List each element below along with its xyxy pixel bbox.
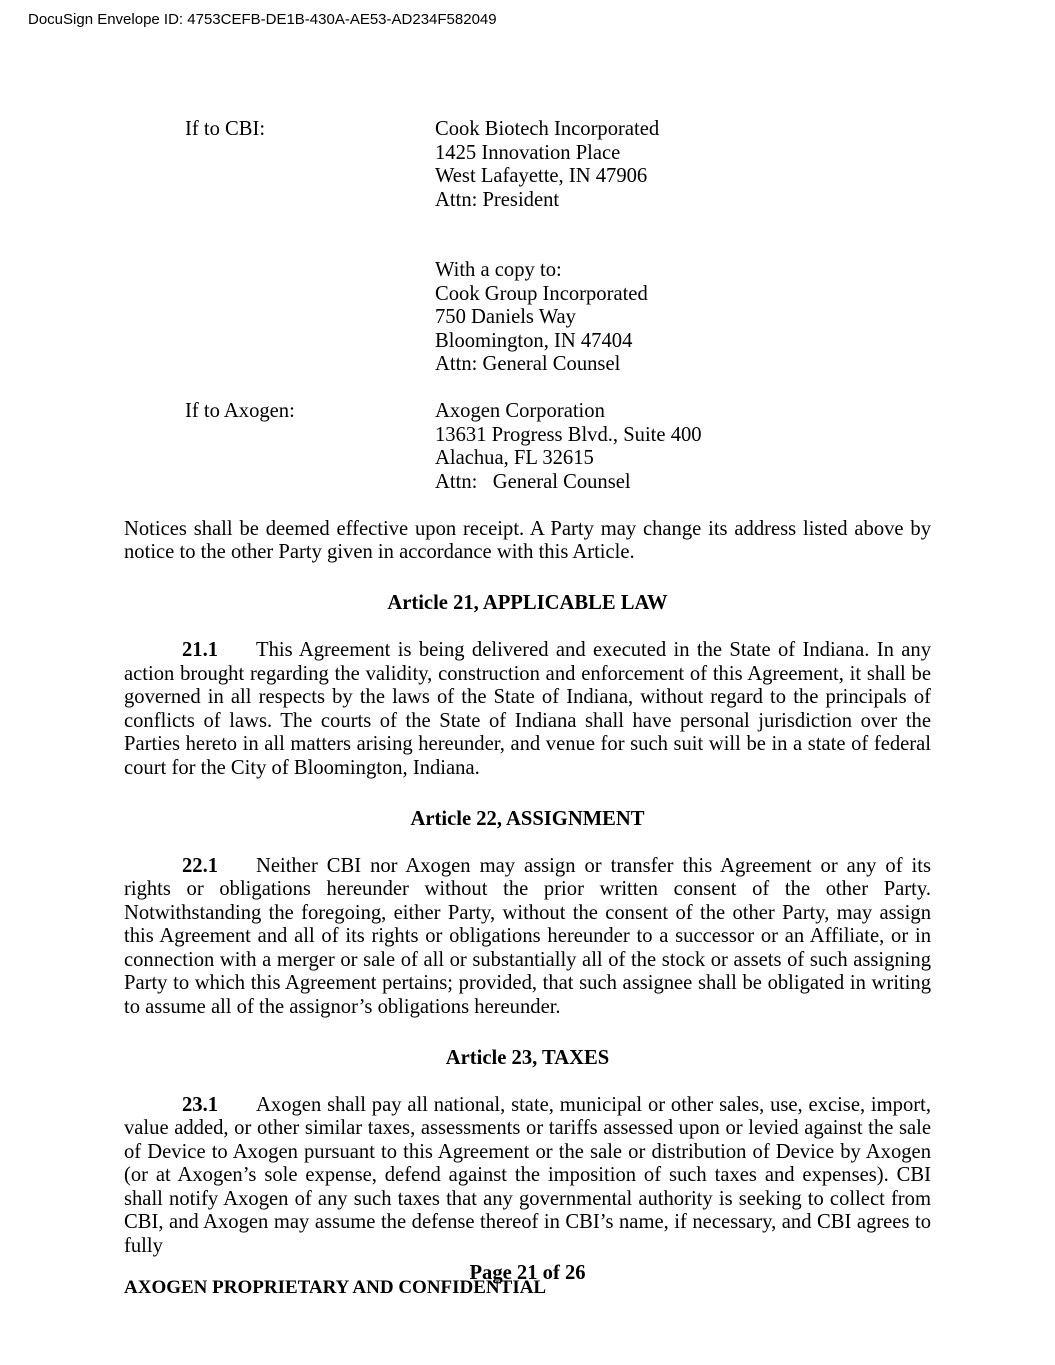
docusign-envelope-id: DocuSign Envelope ID: 4753CEFB-DE1B-430A-AE53-AD234F582049 (28, 11, 497, 28)
section-text: Axogen shall pay all national, state, municipal or other sales, use, excise, import, value added, or other similar taxes, assessments or tariffs assessed upon or levied against the sale of Device to Axogen pursuant to this Agreement or the sale or distribution of Device by Axogen (or at Axogen’s sole expense, defend against the imposition of such taxes and expenses). CBI shall notify Axogen of any such taxes that any governmental authority is seeking to collect from CBI, and Axogen may assume the defense thereof in CBI’s name, if necessary, and CBI agrees to fully (124, 1093, 931, 1257)
address-line: 750 Daniels Way (435, 306, 576, 328)
address-line: Attn: General Counsel (435, 353, 621, 375)
address-line: 13631 Progress Blvd., Suite 400 (435, 423, 702, 446)
section-number: 22.1 (182, 854, 219, 877)
address-line: Cook Group Incorporated (435, 282, 648, 305)
section-23-1-paragraph (124, 1094, 931, 1259)
spacer (124, 780, 931, 804)
document-content (124, 118, 931, 1286)
section-number: 21.1 (182, 639, 219, 661)
address-line: Cook Biotech Incorporated (435, 118, 660, 140)
notice-address (435, 259, 931, 377)
notice-block-cbi (124, 118, 931, 212)
address-line: Axogen Corporation (435, 400, 605, 422)
address-line: West Lafayette, IN 47906 (435, 165, 648, 187)
notice-label: If to Axogen: (185, 400, 295, 422)
article-22-heading: Article 22, ASSIGNMENT (410, 807, 645, 830)
spacer (124, 565, 931, 589)
section-text: Neither CBI nor Axogen may assign or transfer this Agreement or any of its rights or obligations hereunder without the prior written consent of the other Party. Notwithstanding the foregoing, either Party, without the consent of the other Party, may assign this Agreement and all of its rights or obligations hereunder to a successor or an Affiliate, or in connection with a merger or sale of all or substantially all of the stock or assets of such assigning Party to which this Agreement pertains; provided, that such assignee shall be obligated in writing to assume all of the assignor’s obligations hereunder. (124, 854, 931, 1018)
spacer (124, 616, 931, 640)
section-number: 23.1 (182, 1093, 219, 1116)
notice-label: If to CBI: (185, 118, 266, 140)
article-21-heading: Article 21, APPLICABLE LAW (387, 592, 668, 614)
spacer (124, 212, 931, 259)
spacer (124, 1070, 931, 1094)
notices-closing-paragraph: Notices shall be deemed effective upon receipt. A Party may change its address listed above by notice to the other Party given in accordance with this Article. (124, 517, 931, 563)
notice-label (124, 259, 435, 377)
page-number: Page 21 of 26 (469, 1262, 586, 1284)
notice-address (435, 118, 931, 212)
spacer (124, 831, 931, 855)
section-text: This Agreement is being delivered and executed in the State of Indiana. In any action brought regarding the validity, construction and enforcement of this Agreement, it shall be governed in all respects by the laws of the State of Indiana, without regard to the principals of conflicts of laws. The courts of the State of Indiana shall have personal jurisdiction over the Parties hereto in all matters arising hereunder, and venue for such suit will be in a state of federal court for the City of Bloomington, Indiana. (124, 639, 931, 779)
notice-block-copy (124, 259, 931, 377)
address-line: Attn: General Counsel (435, 470, 631, 493)
spacer (124, 377, 931, 401)
address-line: Alachua, FL 32615 (435, 447, 594, 469)
address-line: 1425 Innovation Place (435, 141, 621, 164)
article-23-heading: Article 23, TAXES (445, 1046, 610, 1069)
spacer (124, 494, 931, 518)
confidentiality-footer: AXOGEN PROPRIETARY AND CONFIDENTIAL (124, 1277, 547, 1298)
notice-block-axogen (124, 400, 931, 494)
section-22-1-paragraph (124, 855, 931, 1020)
spacer (124, 1019, 931, 1043)
address-line: Bloomington, IN 47404 (435, 329, 633, 352)
address-line: With a copy to: (435, 259, 562, 281)
address-line: Attn: President (435, 188, 560, 211)
notice-address (435, 400, 931, 494)
section-21-1-paragraph (124, 639, 931, 780)
